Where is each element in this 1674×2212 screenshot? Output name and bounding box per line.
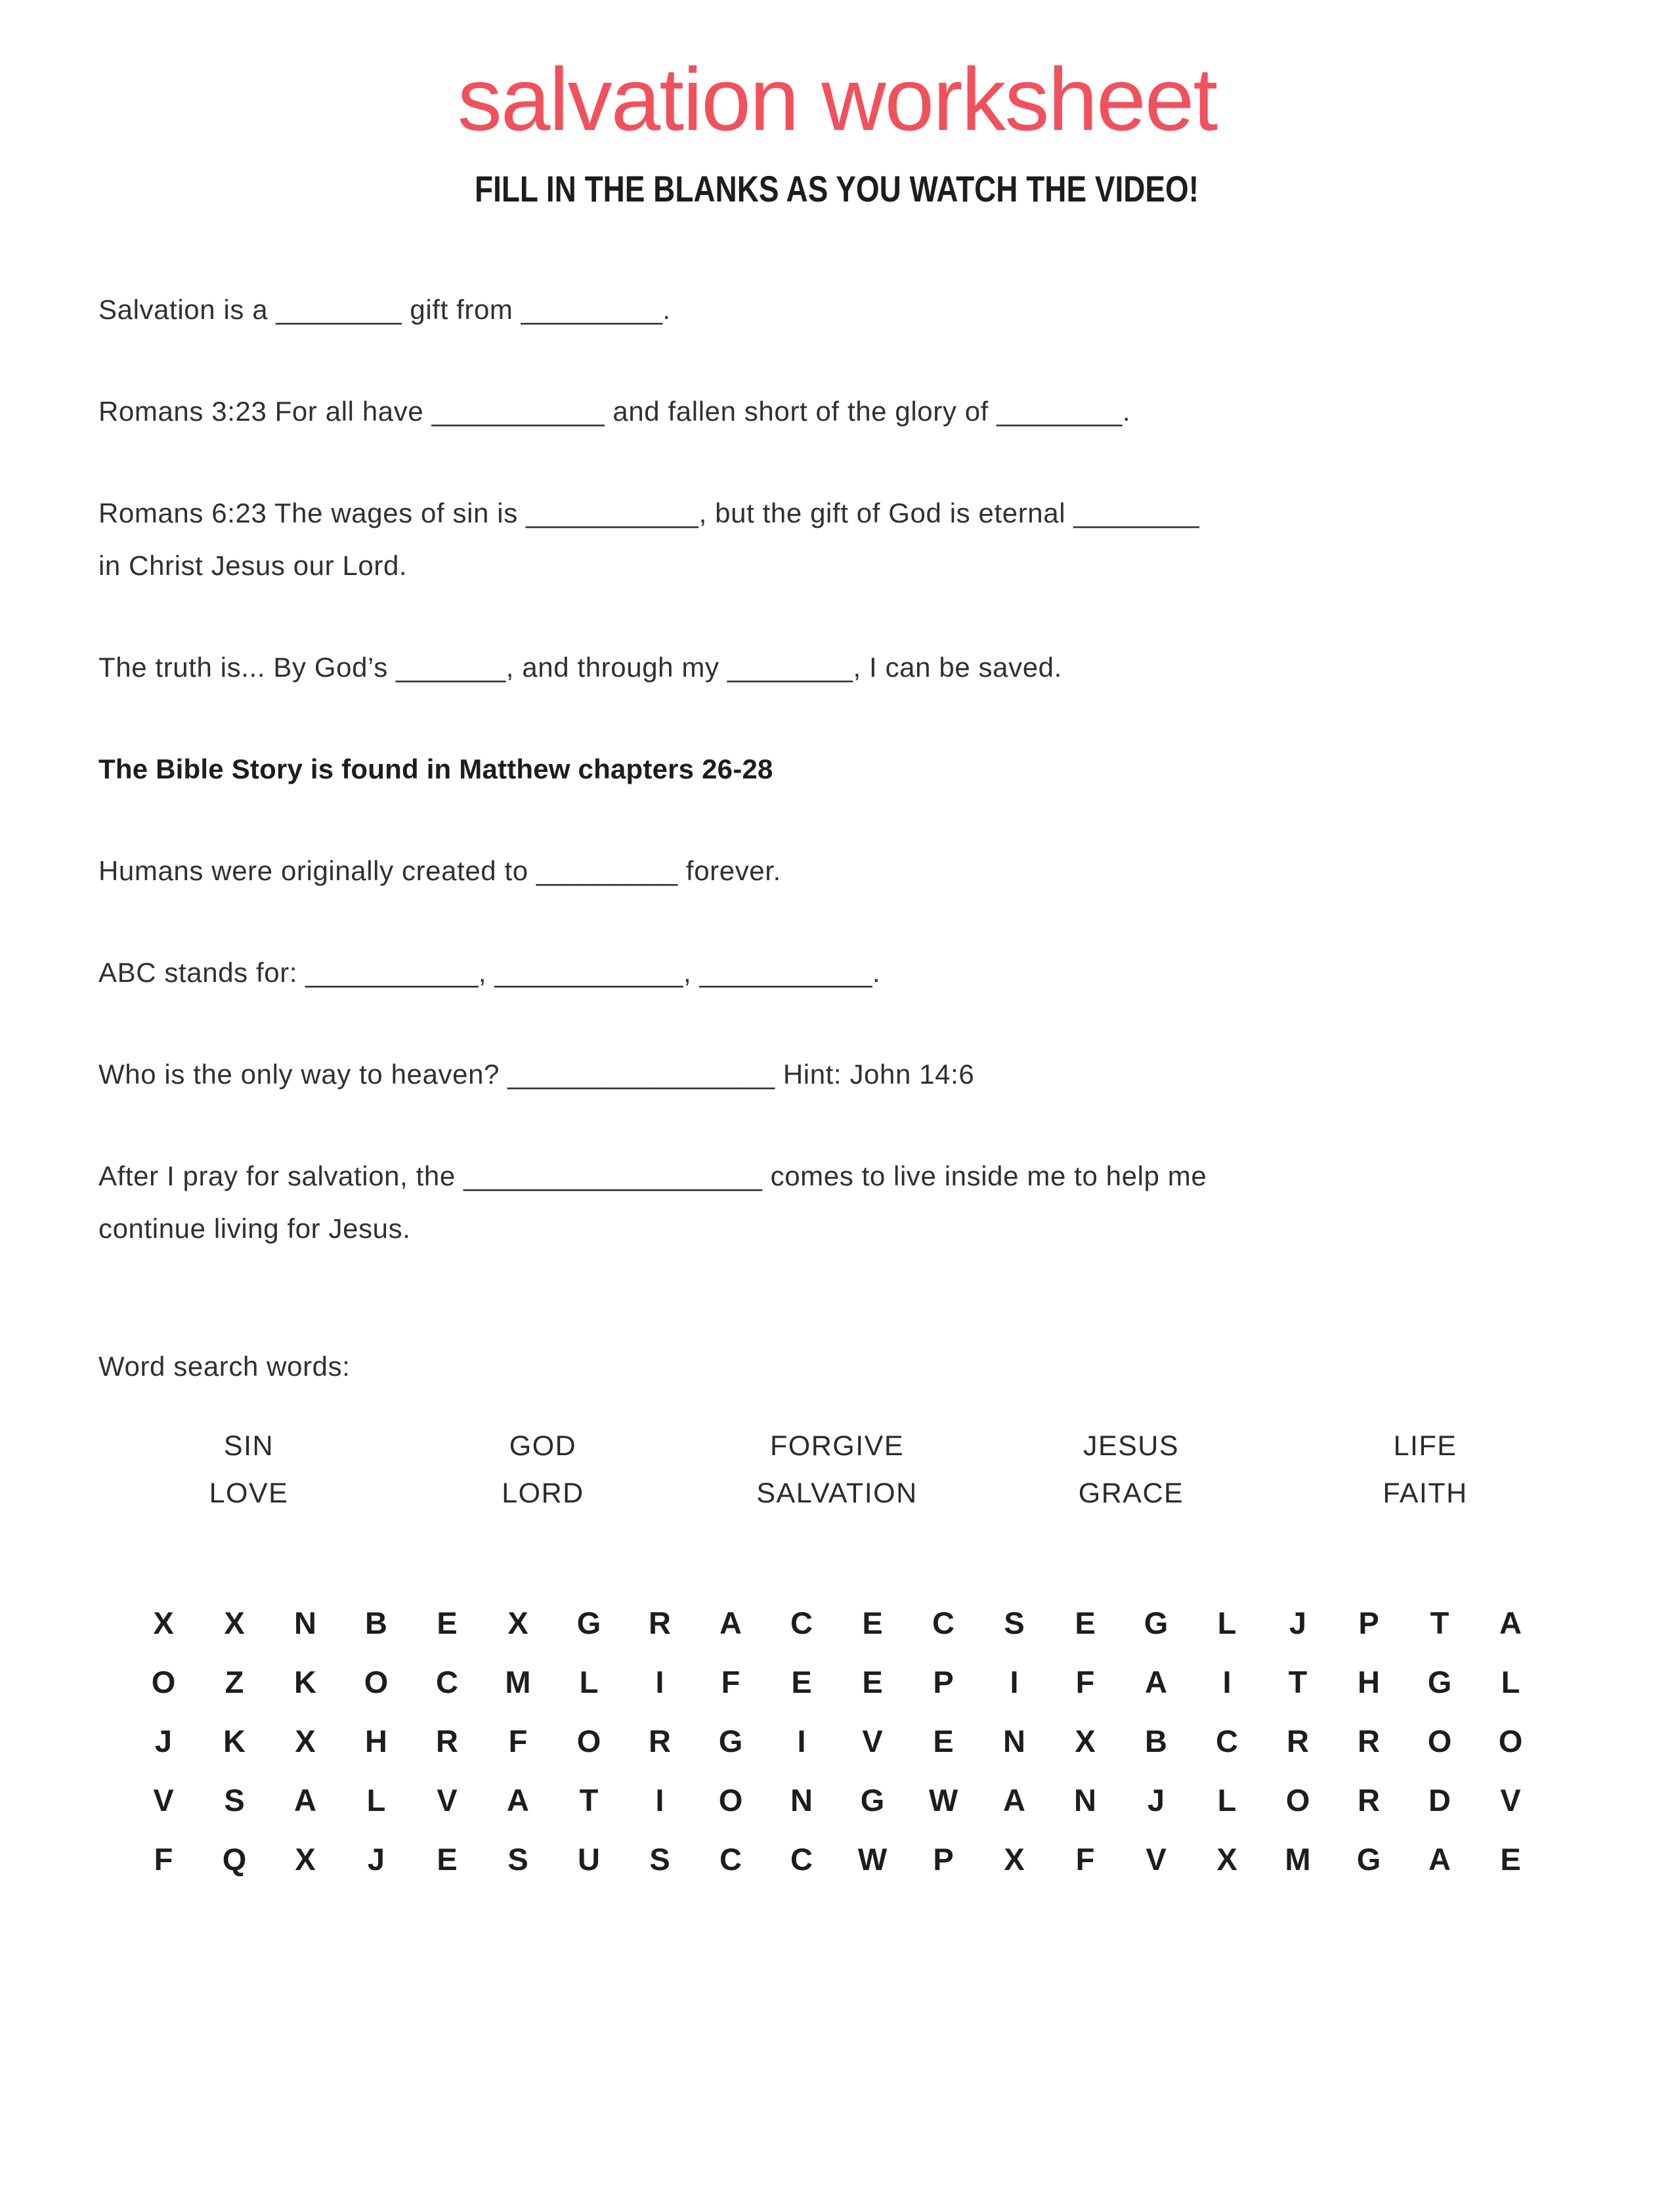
grid-letter: B (1145, 1723, 1167, 1758)
grid-letter: J (1147, 1782, 1165, 1818)
grid-letter: E (933, 1723, 954, 1758)
question-romans-6-23 (98, 487, 1576, 592)
grid-letter: L (1217, 1605, 1237, 1640)
grid-letter: O (364, 1664, 389, 1699)
grid-letter: A (1145, 1664, 1167, 1699)
grid-letter: V (862, 1723, 883, 1758)
grid-letter: G (718, 1723, 743, 1758)
grid-letter: H (1358, 1664, 1380, 1699)
grid-letter: X (1004, 1841, 1025, 1877)
grid-letter: O (1498, 1723, 1523, 1758)
question-way-to-heaven: Who is the only way to heaven? _________________ Hint: John 14:6 (98, 1059, 975, 1090)
grid-letter: E (862, 1605, 883, 1640)
grid-letter: T (579, 1782, 599, 1818)
grid-letter: E (437, 1605, 458, 1640)
grid-letter: K (294, 1664, 316, 1699)
word-list-item: GOD (509, 1430, 577, 1462)
grid-letter: L (579, 1664, 599, 1699)
grid-letter: G (1356, 1841, 1381, 1877)
grid-letter: L (1501, 1664, 1520, 1699)
grid-letter: R (1358, 1782, 1380, 1818)
question-after-i-pray-line2: continue living for Jesus. (98, 1213, 411, 1244)
word-search-label: Word search words: (98, 1351, 351, 1382)
grid-letter: S (224, 1782, 245, 1818)
grid-letter: A (294, 1782, 316, 1818)
grid-letter: E (791, 1664, 812, 1699)
word-list-item: FORGIVE (769, 1430, 905, 1462)
grid-letter: E (862, 1664, 883, 1699)
grid-letter: J (1289, 1605, 1307, 1640)
grid-letter: A (507, 1782, 529, 1818)
worksheet-page (0, 46, 1674, 1888)
word-list-item: FAITH (1383, 1478, 1468, 1510)
bible-story-heading: The Bible Story is found in Matthew chapters 26-28 (98, 754, 773, 785)
grid-letter: G (576, 1605, 601, 1640)
question-romans-6-23-line2: in Christ Jesus our Lord. (98, 550, 408, 582)
grid-letter: O (576, 1723, 601, 1758)
grid-letter: C (932, 1605, 955, 1640)
grid-letter: S (649, 1841, 670, 1877)
grid-letter: G (860, 1782, 885, 1818)
grid-letter: I (797, 1723, 806, 1758)
grid-letter: A (1499, 1605, 1522, 1640)
grid-letter: C (790, 1605, 813, 1640)
grid-letter: P (1358, 1605, 1379, 1640)
grid-letter: A (719, 1605, 742, 1640)
grid-letter: F (1075, 1841, 1095, 1877)
grid-letter: C (719, 1841, 742, 1877)
grid-letter: E (437, 1841, 458, 1877)
grid-letter: A (1428, 1841, 1451, 1877)
word-list-item: SALVATION (756, 1478, 918, 1510)
grid-letter: F (154, 1841, 173, 1877)
grid-letter: O (1285, 1782, 1310, 1818)
grid-letter: O (718, 1782, 743, 1818)
word-search-grid (128, 1593, 1546, 1888)
grid-letter: P (933, 1664, 954, 1699)
grid-letter: F (721, 1664, 740, 1699)
grid-letter: J (367, 1841, 385, 1877)
grid-letter: X (1075, 1723, 1096, 1758)
grid-letter: X (224, 1605, 245, 1640)
grid-letter: A (1003, 1782, 1025, 1818)
grid-letter: X (1216, 1841, 1237, 1877)
grid-letter: E (1500, 1841, 1521, 1877)
grid-letter: V (437, 1782, 458, 1818)
grid-letter: R (1358, 1723, 1380, 1758)
grid-letter: B (365, 1605, 387, 1640)
word-list-item: JESUS (1083, 1430, 1180, 1462)
grid-letter: X (507, 1605, 528, 1640)
question-after-i-pray-line1: After I pray for salvation, the ___________________ comes to live inside me to help me (98, 1160, 1207, 1192)
grid-letter: O (151, 1664, 176, 1699)
grid-letter: R (1287, 1723, 1309, 1758)
grid-letter: C (436, 1664, 458, 1699)
grid-letter: N (790, 1782, 813, 1818)
grid-letter: T (1288, 1664, 1308, 1699)
question-romans-6-23-line1: Romans 6:23 The wages of sin is ___________, but the gift of God is eternal ________ (98, 498, 1200, 529)
grid-letter: R (436, 1723, 458, 1758)
grid-letter: X (295, 1841, 316, 1877)
grid-letter: S (1004, 1605, 1025, 1640)
grid-letter: J (154, 1723, 173, 1758)
grid-letter: L (366, 1782, 386, 1818)
grid-letter: L (1217, 1782, 1237, 1818)
question-abc-stands-for: ABC stands for: ___________, ____________, ___________. (98, 957, 881, 989)
grid-letter: W (857, 1841, 888, 1877)
grid-letter: W (928, 1782, 958, 1818)
grid-letter: U (578, 1841, 600, 1877)
grid-letter: N (294, 1605, 316, 1640)
grid-letter: I (655, 1782, 664, 1818)
grid-letter: X (153, 1605, 174, 1640)
grid-letter: R (649, 1605, 671, 1640)
question-after-i-pray (98, 1150, 1576, 1255)
grid-letter: F (508, 1723, 528, 1758)
grid-letter: R (649, 1723, 671, 1758)
grid-letter: V (153, 1782, 174, 1818)
grid-letter: V (1146, 1841, 1167, 1877)
grid-letter: X (295, 1723, 316, 1758)
word-list-item: LORD (502, 1478, 584, 1510)
word-list-item: SIN (223, 1430, 274, 1462)
question-salvation-gift: Salvation is a ________ gift from _________. (98, 294, 671, 326)
grid-letter: C (790, 1841, 813, 1877)
grid-letter: P (933, 1841, 954, 1877)
word-list (102, 1422, 1572, 1517)
grid-letter: N (1003, 1723, 1025, 1758)
grid-letter: D (1428, 1782, 1451, 1818)
worksheet-subtitle-row (98, 167, 1576, 210)
grid-letter: V (1500, 1782, 1521, 1818)
word-list-item: LIFE (1393, 1430, 1457, 1462)
grid-letter: G (1144, 1605, 1169, 1640)
word-list-item: GRACE (1078, 1478, 1184, 1510)
grid-letter: C (1216, 1723, 1238, 1758)
grid-letter: Q (222, 1841, 247, 1877)
grid-letter: M (505, 1664, 531, 1699)
question-humans-created: Humans were originally created to _________ forever. (98, 855, 781, 887)
question-truth-is: The truth is... By God’s _______, and through my ________, I can be saved. (98, 652, 1062, 683)
grid-letter: N (1074, 1782, 1096, 1818)
grid-letter: Z (225, 1664, 244, 1699)
grid-letter: G (1427, 1664, 1452, 1699)
grid-letter: M (1285, 1841, 1311, 1877)
grid-letter: E (1075, 1605, 1096, 1640)
grid-letter: I (655, 1664, 664, 1699)
grid-letter: K (223, 1723, 246, 1758)
grid-letter: I (1222, 1664, 1232, 1699)
grid-letter: H (365, 1723, 387, 1758)
worksheet-title: salvation worksheet (457, 49, 1217, 149)
grid-letter: S (507, 1841, 528, 1877)
worksheet-subtitle: FILL IN THE BLANKS AS YOU WATCH THE VIDEO! (475, 168, 1199, 210)
grid-letter: T (1430, 1605, 1449, 1640)
grid-letter: F (1075, 1664, 1095, 1699)
word-list-item: LOVE (209, 1478, 289, 1510)
question-romans-3-23: Romans 3:23 For all have ___________ and fallen short of the glory of ________. (98, 396, 1131, 427)
grid-letter: I (1010, 1664, 1019, 1699)
grid-letter: O (1427, 1723, 1452, 1758)
